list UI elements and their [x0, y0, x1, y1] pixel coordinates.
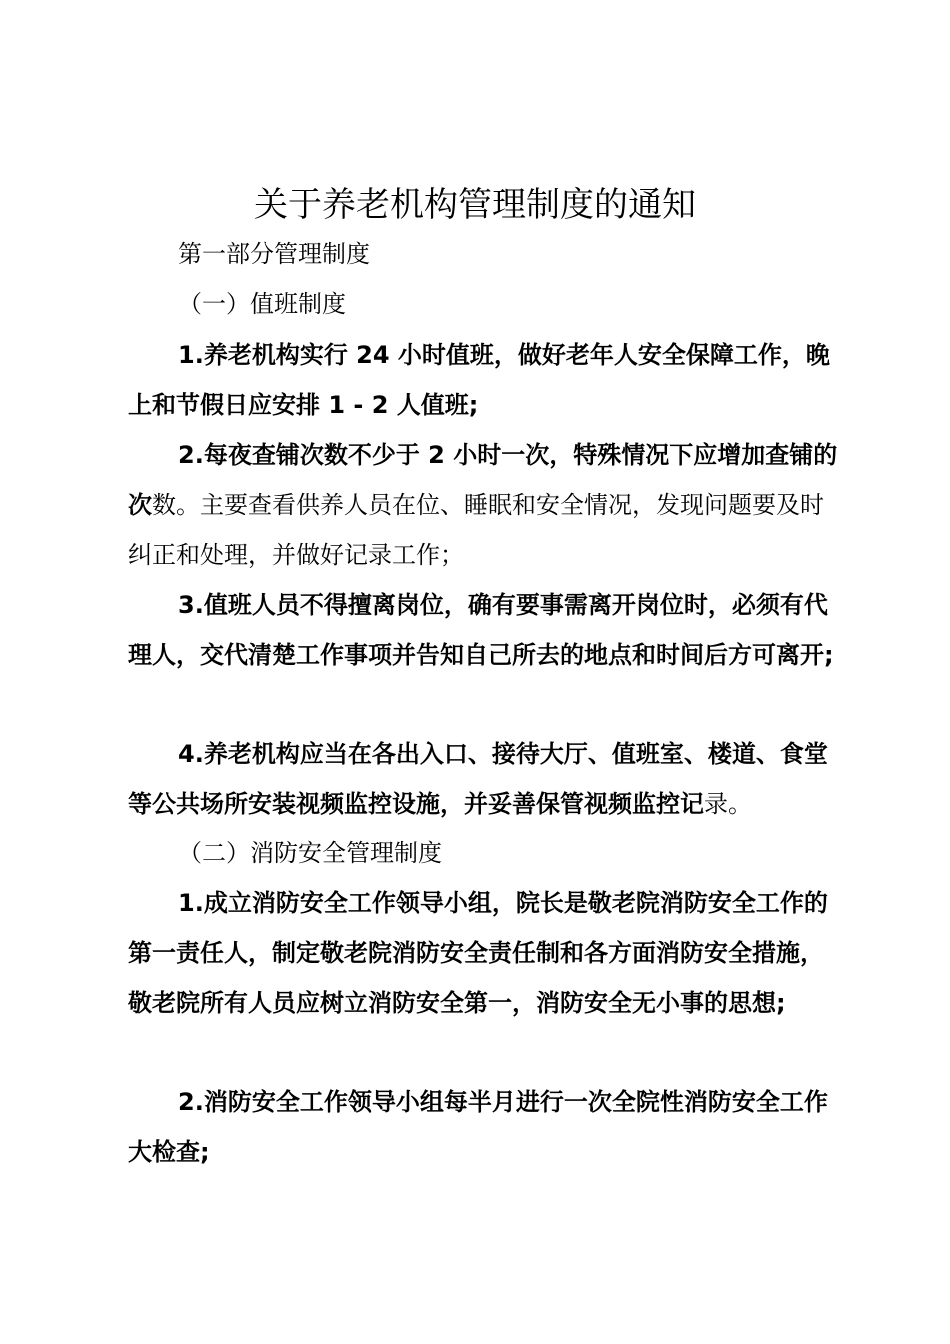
duty-item-3: 3.值班人员不得擅离岗位，确有要事需离开岗位时，必须有代理人，交代清楚工作事项并告知自己所去的地点和时间后方可离开; — [128, 591, 834, 669]
duty-item-4-bold: 4.养老机构应当在各出入口、接待大厅、值班室、楼道、食堂等公共场所安装视频监控设施，并妥善保管视频监控记 — [128, 740, 828, 818]
duty-item-2-bold: 2.每夜查铺次数不少于 2 小时一次，特殊情况下应增加查铺的次 — [128, 441, 838, 519]
document-title: 关于养老机构管理制度的通知 — [254, 185, 696, 225]
duty-item-1: 1.养老机构实行 24 小时值班，做好老年人安全保障工作，晚上和节假日应安排 1 - 2 人值班; — [128, 341, 830, 419]
duty-item-4-regular: 录。 — [704, 790, 752, 818]
fire-item-1: 1.成立消防安全工作领导小组，院长是敬老院消防安全工作的第一责任人，制定敬老院消防安全责任制和各方面消防安全措施，敬老院所有人员应树立消防安全第一，消防安全无小事的思想; — [128, 889, 828, 1017]
duty-item-2 — [128, 430, 840, 580]
duty-item-2-regular: 数。主要查看供养人员在位、睡眠和安全情况，发现问题要及时纠正和处理，并做好记录工作； — [128, 491, 824, 569]
section-heading-fire-safety: （二）消防安全管理制度 — [178, 839, 442, 867]
duty-item-4 — [128, 729, 840, 829]
section-heading-duty: （一）值班制度 — [178, 290, 346, 318]
fire-item-2: 2.消防安全工作领导小组每半月进行一次全院性消防安全工作大检查; — [128, 1088, 828, 1166]
part-heading: 第一部分管理制度 — [178, 240, 370, 268]
